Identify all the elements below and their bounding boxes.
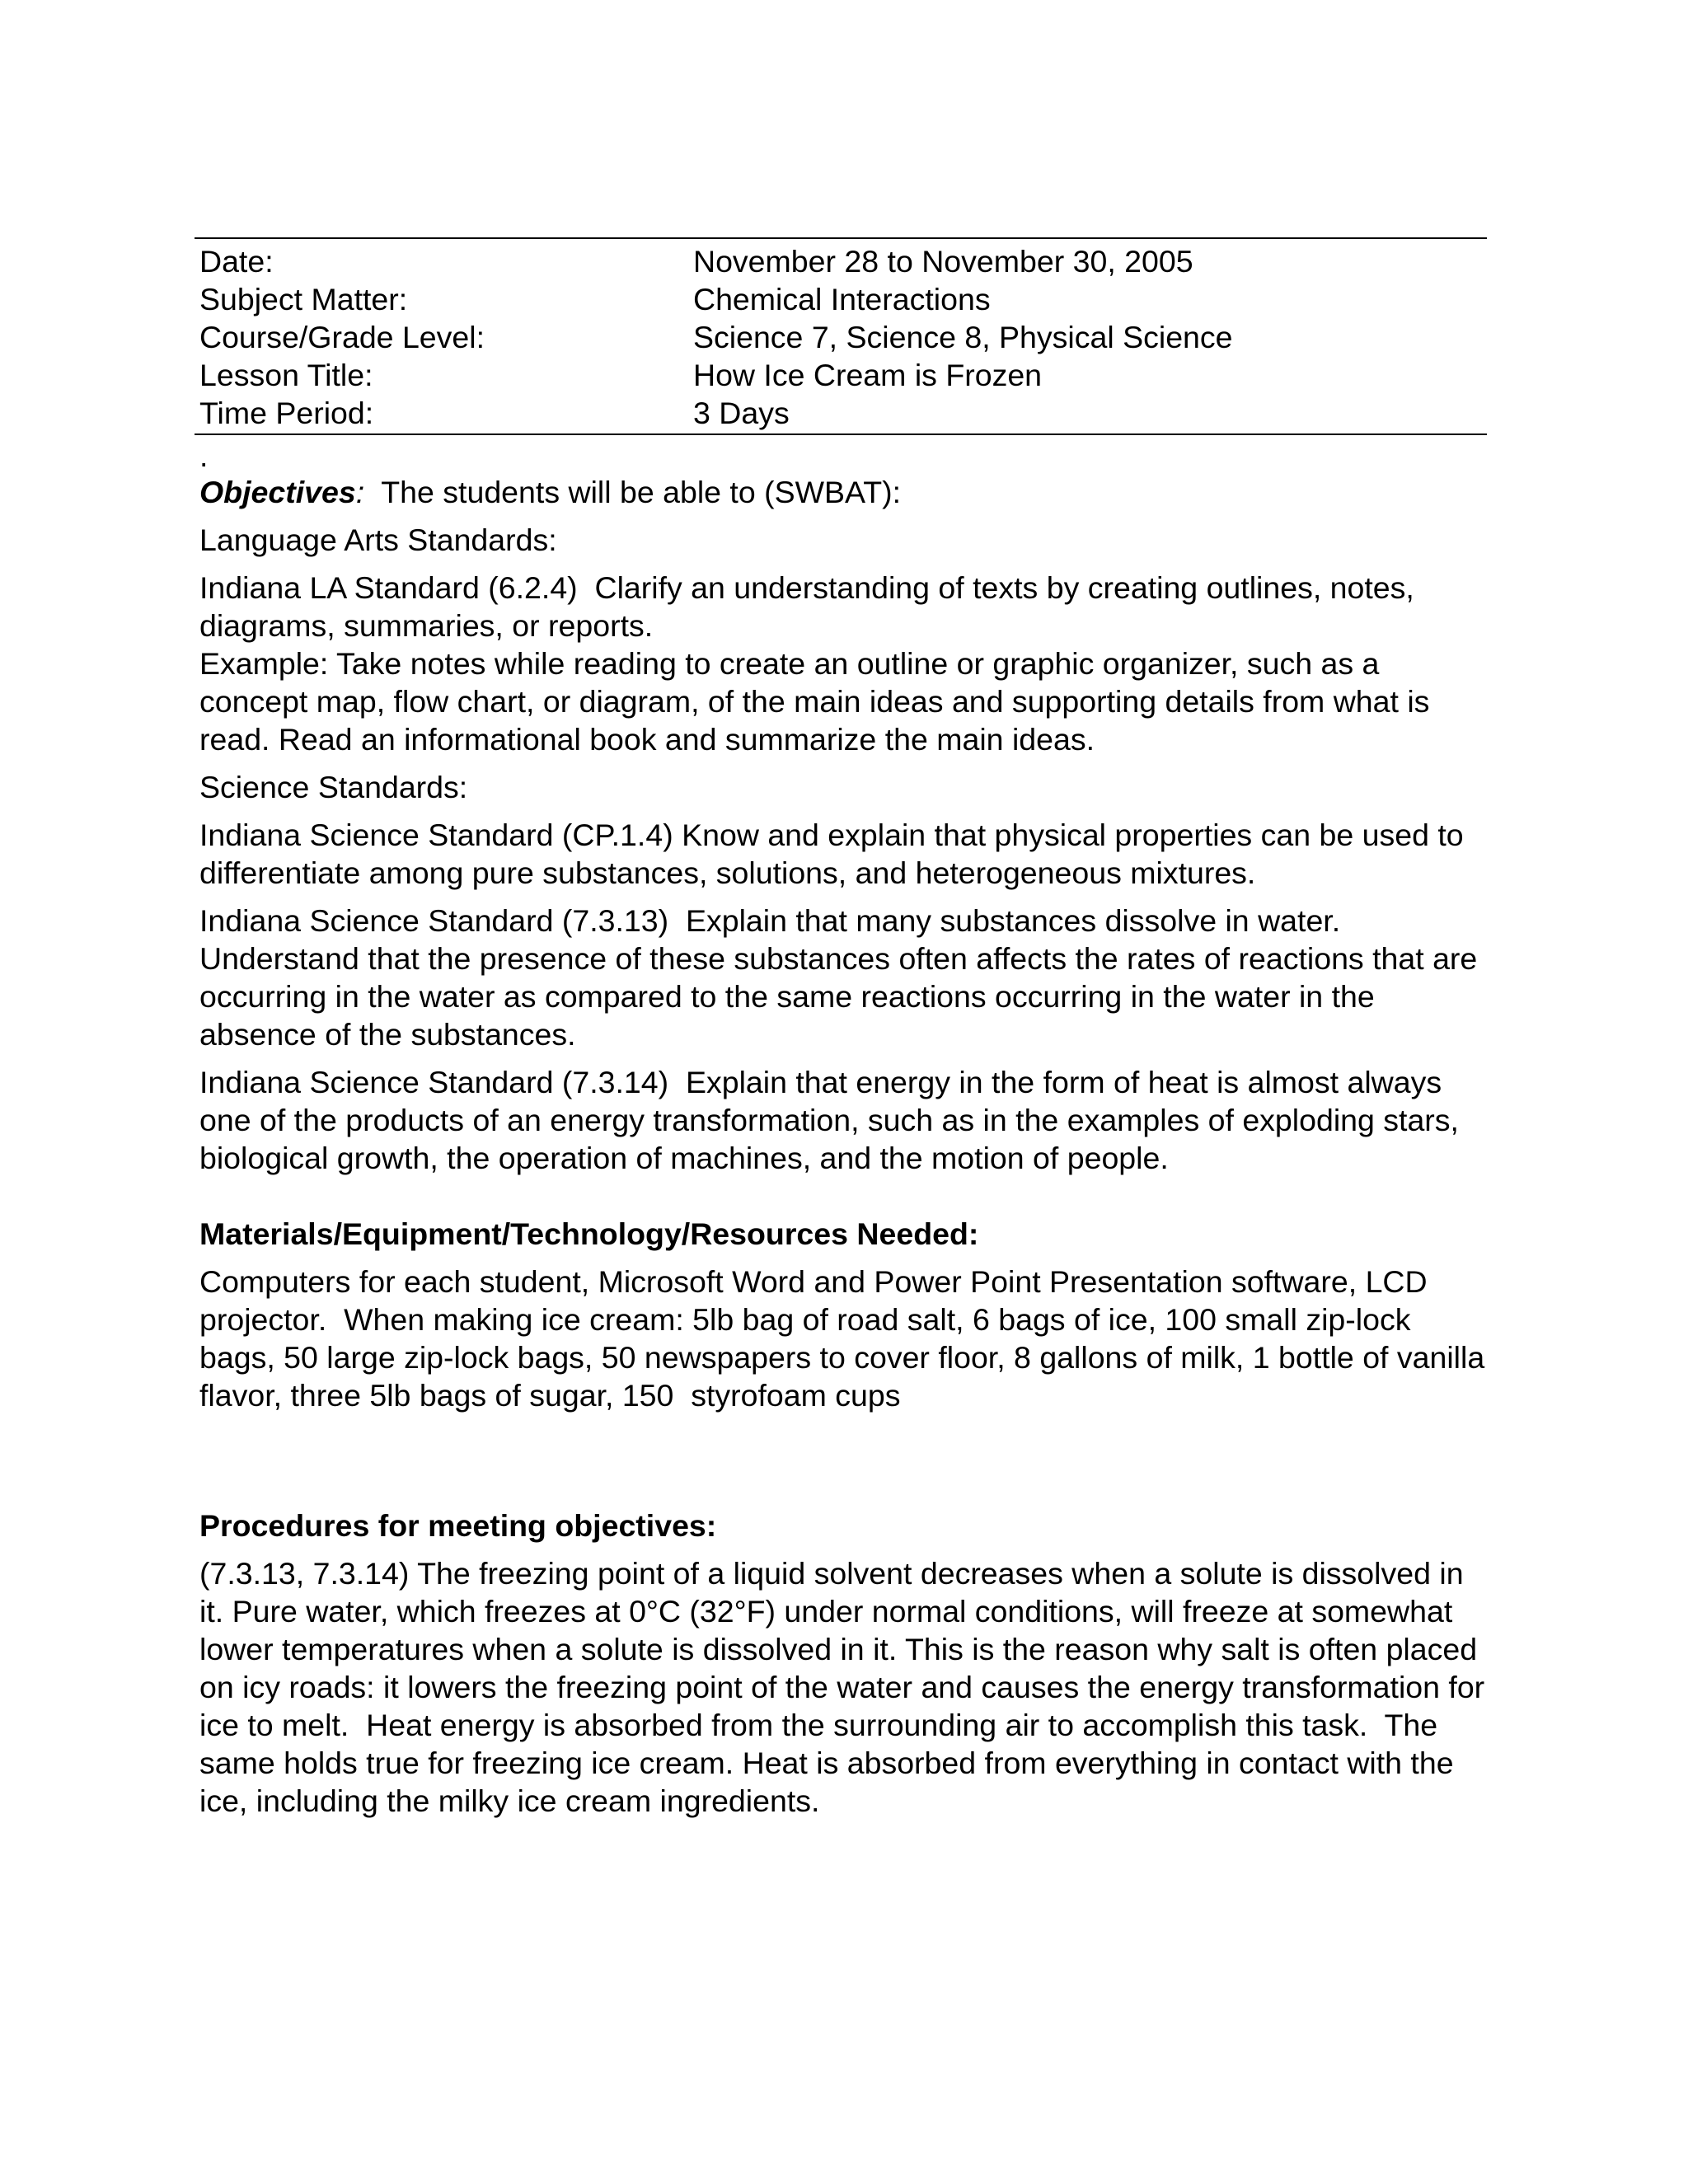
lesson-title-label: Lesson Title: bbox=[199, 358, 373, 392]
language-arts-heading: Language Arts Standards: bbox=[199, 523, 557, 557]
objectives-colon: : bbox=[355, 475, 365, 509]
procedures-heading: Procedures for meeting objectives: bbox=[199, 1508, 717, 1543]
objectives-text: The students will be able to (SWBAT): bbox=[364, 475, 902, 509]
stray-period: . bbox=[199, 438, 209, 473]
language-arts-example: Example: Take notes while reading to create an outline or graphic organizer, such as a concept map, flow chart, or diagram, of the main ideas and supporting details from what is read. Read an informational book and summarize the main ideas. bbox=[199, 646, 1430, 757]
course-grade-value: Science 7, Science 8, Physical Science bbox=[693, 320, 1233, 354]
subject-matter-value: Chemical Interactions bbox=[693, 282, 991, 316]
science-standard-cp-1-4: Indiana Science Standard (CP.1.4) Know and explain that physical properties can be used to differentiate among pure substances, solutions, and heterogeneous mixtures. bbox=[199, 818, 1464, 890]
science-standard-7-3-14: Indiana Science Standard (7.3.14) Explain that energy in the form of heat is almost always one of the products of an energy transformation, such as in the examples of exploding stars, biological growth, the operation of machines, and the motion of people. bbox=[199, 1065, 1468, 1175]
lesson-title-row bbox=[195, 356, 1487, 394]
science-standard-7-3-13: Indiana Science Standard (7.3.13) Explain that many substances dissolve in water. Understand that the presence of these substances often affects the rates of reactions that are occurring in the water as compared to the same reactions occurring in the water in the absence of the substances. bbox=[199, 903, 1486, 1052]
date-row bbox=[195, 242, 1487, 280]
time-period-label: Time Period: bbox=[199, 396, 374, 430]
lesson-plan-page bbox=[195, 237, 1493, 1820]
procedures-text: (7.3.13, 7.3.14) The freezing point of a liquid solvent decreases when a solute is dissolved in it. Pure water, which freezes at 0°C (32°F) under normal conditions, will freeze at somewhat lower temperatures when a solute is dissolved in it. This is the reason why salt is often placed on icy roads: it lowers the freezing point of the water and causes the energy transformation for ice to melt. Heat energy is absorbed from the surrounding air to accomplish this task. The same holds true for freezing ice cream. Heat is absorbed from everything in contact with the ice, including the milky ice cream ingredients. bbox=[199, 1556, 1493, 1818]
course-grade-label: Course/Grade Level: bbox=[199, 320, 485, 354]
objectives-label: Objectives bbox=[199, 475, 356, 509]
time-period-row bbox=[195, 394, 1487, 432]
subject-matter-label: Subject Matter: bbox=[199, 282, 408, 316]
date-label: Date: bbox=[199, 244, 274, 279]
course-grade-row bbox=[195, 318, 1487, 356]
objectives-line bbox=[195, 473, 1487, 511]
date-value: November 28 to November 30, 2005 bbox=[693, 244, 1193, 279]
time-period-value: 3 Days bbox=[693, 396, 790, 430]
materials-heading: Materials/Equipment/Technology/Resources Needed: bbox=[199, 1216, 979, 1251]
science-heading: Science Standards: bbox=[199, 770, 468, 804]
lesson-title-value: How Ice Cream is Frozen bbox=[693, 358, 1043, 392]
materials-text: Computers for each student, Microsoft Word and Power Point Presentation software, LCD projector. When making ice cream: 5lb bag of road salt, 6 bags of ice, 100 small zip-lock bags, 50 large zip-lock bags, 50 newspapers to cover floor, 8 gallons of milk, 1 bottle of vanilla flavor, three 5lb bags of sugar, 150 styrofoam cups bbox=[199, 1264, 1493, 1413]
language-arts-standard: Indiana LA Standard (6.2.4) Clarify an understanding of texts by creating outlines, notes, diagrams, summaries, or reports. bbox=[199, 570, 1423, 643]
lesson-info-table bbox=[195, 237, 1487, 435]
subject-matter-row bbox=[195, 280, 1487, 318]
